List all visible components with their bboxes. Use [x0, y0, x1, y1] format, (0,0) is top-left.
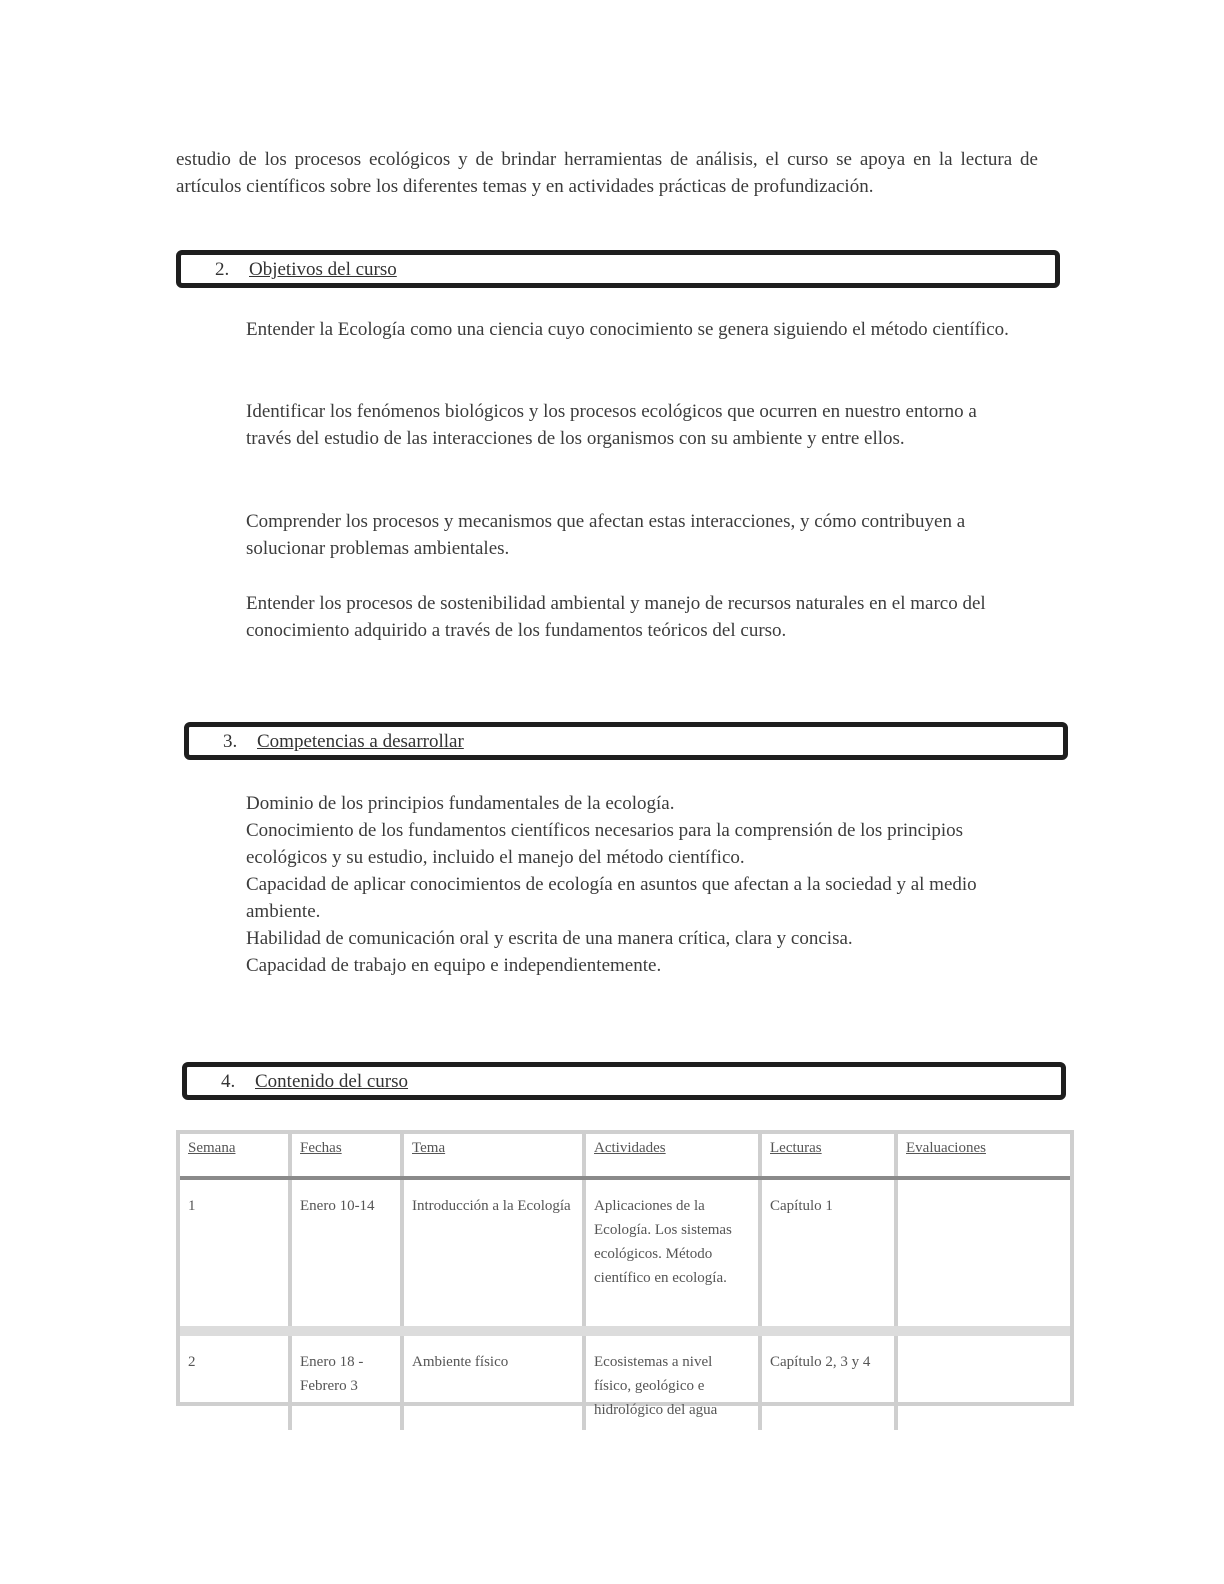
table-cell: Enero 10-14 [290, 1178, 402, 1331]
table-header-row [180, 1134, 1070, 1178]
competency-item: Capacidad de aplicar conocimientos de ecología en asuntos que afectan a la sociedad y al medio ambiente. [246, 874, 977, 922]
competency-item: Capacidad de trabajo en equipo e independientemente. [246, 955, 662, 976]
competency-item: Conocimiento de los fundamentos científicos necesarios para la comprensión de los principios ecológicos y su estudio, incluido el manejo del método científico. [246, 820, 964, 868]
table-row [180, 1178, 1070, 1331]
objective-item: Comprender los procesos y mecanismos que afectan estas interacciones, y cómo contribuyen a solucionar problemas ambientales. [246, 511, 966, 559]
competencies-list [246, 790, 1026, 979]
competency-item: Habilidad de comunicación oral y escrita de una manera crítica, clara y concisa. [246, 928, 853, 949]
column-header: Semana [180, 1134, 290, 1178]
column-header: Tema [402, 1134, 584, 1178]
section-title: Contenido del curso [255, 1071, 409, 1092]
section-number: 3. [223, 731, 238, 752]
table-cell: Introducción a la Ecología [402, 1178, 584, 1331]
section-heading-content [182, 1062, 1066, 1100]
column-header: Fechas [290, 1134, 402, 1178]
intro-paragraph: estudio de los procesos ecológicos y de brindar herramientas de análisis, el curso se apoya en la lectura de artículos científicos sobre los diferentes temas y en actividades prácticas de profundización. [176, 149, 1038, 197]
column-header: Lecturas [760, 1134, 896, 1178]
table-cell: 1 [180, 1178, 290, 1331]
section-title: Competencias a desarrollar [257, 731, 464, 752]
column-header: Actividades [584, 1134, 760, 1178]
table-cell [896, 1331, 1070, 1430]
table-row [180, 1331, 1070, 1430]
competency-item: Dominio de los principios fundamentales de la ecología. [246, 793, 675, 814]
objective-item: Entender la Ecología como una ciencia cuyo conocimiento se genera siguiendo el método científico. [246, 319, 1009, 340]
objective-item: Identificar los fenómenos biológicos y los procesos ecológicos que ocurren en nuestro entorno a través del estudio de las interacciones de los organismos con su ambiente y entre ellos. [246, 401, 977, 449]
section-heading-competencies [184, 722, 1068, 760]
section-title: Objetivos del curso [249, 259, 397, 280]
table-cell: Enero 18 - Febrero 3 [290, 1331, 402, 1430]
table-cell: Ambiente físico [402, 1331, 584, 1430]
section-number: 2. [215, 259, 230, 280]
table-cell: Aplicaciones de la Ecología. Los sistemas ecológicos. Método científico en ecología. [584, 1178, 760, 1331]
section-number: 4. [221, 1071, 236, 1092]
table-cell: 2 [188, 1354, 196, 1370]
table-cell: Capítulo 1 [760, 1178, 896, 1331]
table-cell: Capítulo 2, 3 y 4 [760, 1331, 896, 1430]
column-header: Evaluaciones [896, 1134, 1070, 1178]
table-cell [896, 1178, 1070, 1331]
course-content-table [176, 1130, 1074, 1418]
objective-item: Entender los procesos de sostenibilidad ambiental y manejo de recursos naturales en el marco del conocimiento adquirido a través de los fundamentos teóricos del curso. [246, 593, 986, 641]
table-cell: Ecosistemas a nivel físico, geológico e hidrológico del agua [584, 1331, 760, 1430]
section-heading-objectives [176, 250, 1060, 288]
